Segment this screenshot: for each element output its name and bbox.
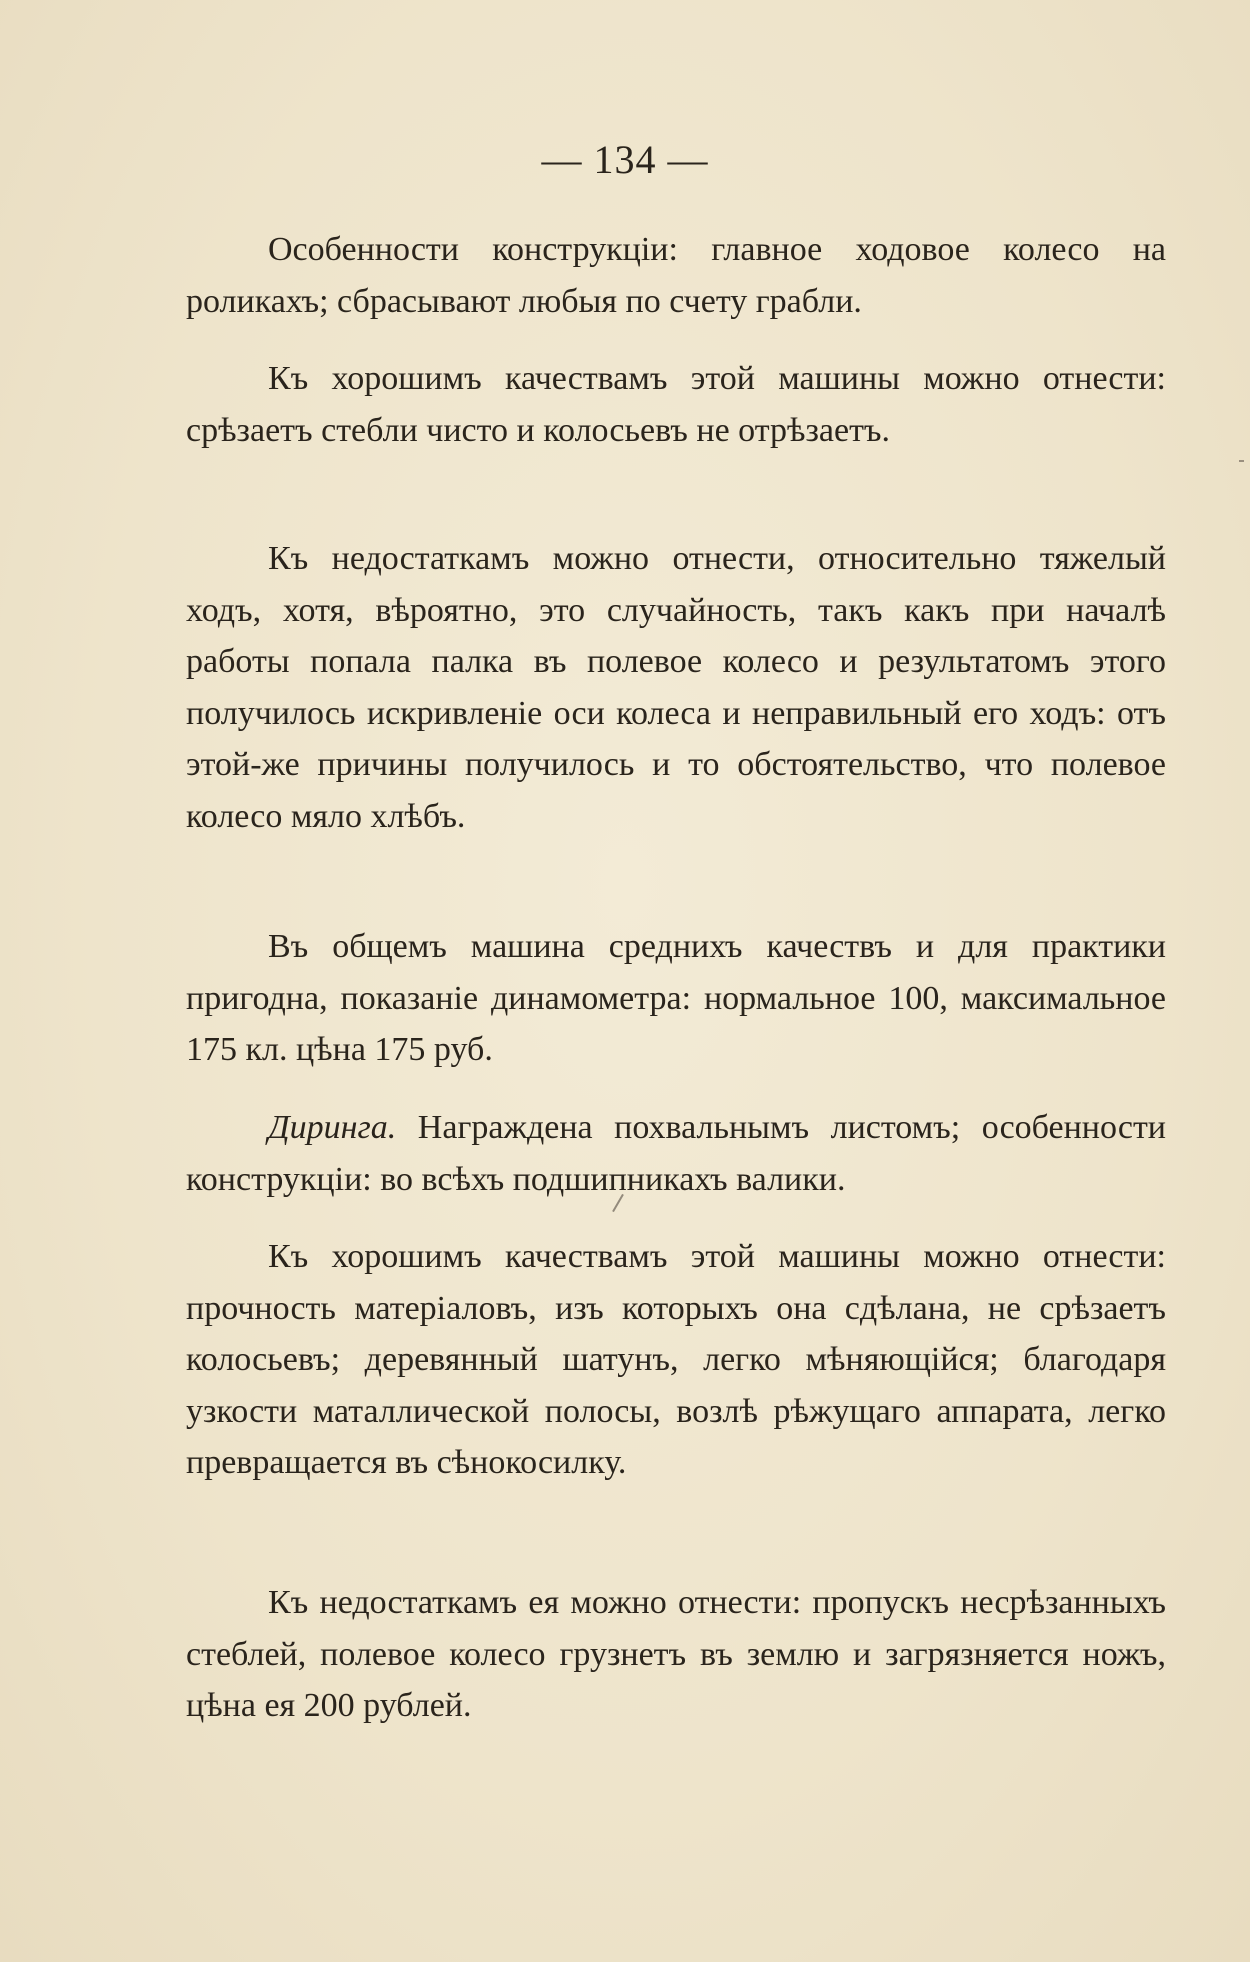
paragraph-disadvantages bbox=[186, 533, 1166, 842]
diringa-text: Награждена похвальнымъ листомъ; особенности конструкціи: во всѣхъ подшипникахъ валики. bbox=[186, 1109, 1166, 1198]
paragraph-text: Къ хорошимъ качествамъ этой машины можно отнести: прочность матеріаловъ, изъ которыхъ она сдѣлана, не срѣзаетъ колосьевъ; деревянный шатунъ, легко мѣняющійся; благодаря узкости маталлической полосы, возлѣ рѣжущаго аппарата, легко превращается въ сѣнокосилку. bbox=[186, 1238, 1166, 1481]
paragraph-text: Къ хорошимъ качествамъ этой машины можно отнести: срѣзаетъ стебли чисто и колосьевъ не отрѣзаетъ. bbox=[186, 360, 1166, 449]
paragraph-features bbox=[186, 224, 1166, 327]
edge-mark bbox=[1239, 460, 1244, 462]
paragraph-diringa-advantages bbox=[186, 1231, 1166, 1489]
paragraph-diringa bbox=[186, 1102, 1166, 1205]
paragraph-text bbox=[186, 1102, 1166, 1205]
paragraph-text: Къ недостаткамъ ея можно отнести: пропускъ несрѣзанныхъ стеблей, полевое колесо грузнетъ въ землю и загрязняется ножъ, цѣна ея 200 рублей. bbox=[186, 1584, 1166, 1724]
paragraph-text: Къ недостаткамъ можно отнести, относительно тяжелый ходъ, хотя, вѣроятно, это случайность, такъ какъ при началѣ работы попала палка въ полевое колесо и результатомъ этого получилось искривленіе оси колеса и неправильный его ходъ: отъ этой-же причины получилось и то обстоятельство, что полевое колесо мяло хлѣбъ. bbox=[186, 540, 1166, 835]
paragraph-summary bbox=[186, 921, 1166, 1076]
paragraph-text: Въ общемъ машина среднихъ качествъ и для практики пригодна, показаніе динамометра: нормальное 100, максимальное 175 кл. цѣна 175 руб. bbox=[186, 928, 1166, 1068]
paragraph-text: Особенности конструкціи: главное ходовое колесо на роликахъ; сбрасывают любыя по счету грабли. bbox=[186, 231, 1166, 320]
paragraph-advantages bbox=[186, 353, 1166, 456]
paragraph-diringa-disadvantages bbox=[186, 1577, 1166, 1732]
page-number: — 134 — bbox=[541, 137, 709, 182]
machine-name: Диринга. bbox=[268, 1109, 397, 1146]
